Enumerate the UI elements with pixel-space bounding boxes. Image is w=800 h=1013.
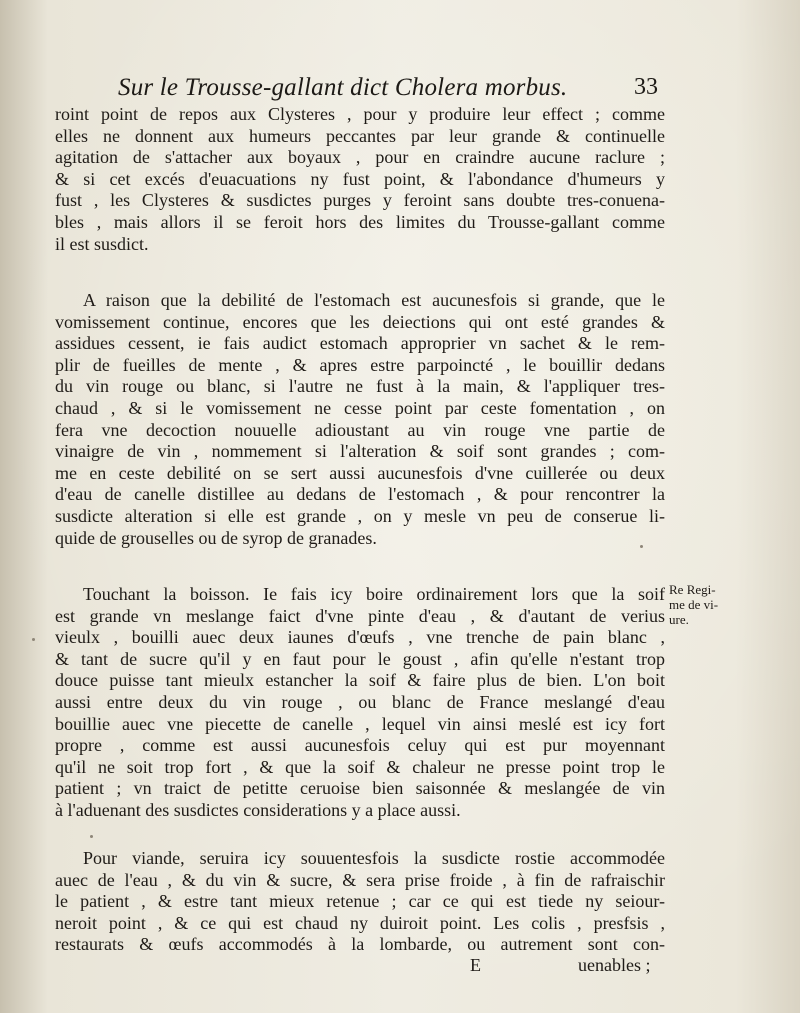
text-line: susdicte alteration si elle est grande , on y mesle vn peu de conserue li-	[55, 505, 665, 526]
marginal-note-line: me de vi-	[669, 597, 719, 612]
text-line: d'eau de canelle distillee au dedans de l'estomach , & pour rencontrer la	[55, 484, 665, 505]
text-line: bouillie auec vne piecette de canelle , lequel vin ainsi meslé est icy fort	[55, 713, 665, 734]
text-line: vieulx , bouilli auec deux iaunes d'œufs , vne trenche de pain blanc ,	[55, 627, 665, 648]
page-number: 33	[634, 74, 658, 100]
text-line: me en ceste debilité on se sert aussi aucunesfois d'vne cuillerée ou deux	[55, 462, 665, 483]
page-header	[118, 74, 658, 108]
text-line: auec de l'eau , & du vin & sucre, & sera prise froide , à fin de rafraischir	[55, 869, 665, 890]
text-line: douce puisse tant mieulx estancher la soif & faire plus de bien. L'on boit	[55, 670, 665, 691]
text-line: aussi entre deux du vin rouge , ou blanc de France meslangé d'eau	[55, 691, 665, 712]
text-line: & si cet excés d'euacuations ny fust point, & l'abondance d'humeurs y	[55, 168, 665, 189]
text-line: A raison que la debilité de l'estomach est aucunesfois si grande, que le	[83, 290, 665, 310]
text-line: du vin rouge ou blanc, si l'autre ne fust à la main, & l'appliquer tres-	[55, 376, 665, 397]
text-line: plir de fueilles de mente , & apres estre parpoincté , le bouillir dedans	[55, 354, 665, 375]
paragraph-4	[55, 848, 665, 956]
text-line: le patient , & estre tant mieux retenue ; car ce qui est tiede ny seiour-	[55, 891, 665, 912]
text-line: restaurats & œufs accommodés à la lombarde, ou autrement sont con-	[55, 934, 665, 955]
text-line: elles ne donnent aux humeurs peccantes par leur grande & continuelle	[55, 125, 665, 146]
text-line: Touchant la boisson. Ie fais icy boire ordinairement lors que la soif	[83, 584, 665, 604]
marginal-note	[669, 582, 761, 627]
paragraph-1	[55, 104, 665, 255]
text-line: propre , comme est aussi aucunesfois celuy qui est pur moyennant	[55, 735, 665, 756]
text-line: fera vne decoction nouuelle adioustant au vin rouge vne partie de	[55, 419, 665, 440]
text-line: vomissement continue, encores que les deiections qui ont esté grandes &	[55, 311, 665, 332]
text-line: chaud , & si le vomissement ne cesse point par ceste fomentation , on	[55, 397, 665, 418]
text-line: neroit point , & ce qui est chaud ny duiroit point. Les colis , presfsis ,	[55, 912, 665, 933]
marginal-note-line: Re Regi-	[669, 582, 716, 597]
catchword: uenables ;	[578, 955, 651, 975]
text-line: fust , les Clysteres & susdictes purges y feroint sans doubte tres-conuena-	[55, 190, 665, 211]
paragraph-2	[55, 290, 665, 549]
text-line: est grande vn meslange faict d'vne pinte d'eau , & d'autant de verius	[55, 605, 665, 626]
text-line: à l'aduenant des susdictes considerations y a place aussi.	[55, 799, 461, 820]
text-line: bles , mais allors il se feroit hors des limites du Trousse-gallant comme	[55, 211, 665, 232]
text-line: Pour viande, seruira icy souuentesfois la susdicte rostie accommodée	[83, 848, 665, 868]
text-line: vinaigre de vin , nommement si l'alteration & soif sont grandes ; com-	[55, 441, 665, 462]
text-line: patient ; vn traict de petitte ceruoise bien saisonnée & meslangée de vin	[55, 778, 665, 799]
text-line: il est susdict.	[55, 233, 149, 254]
paragraph-3	[55, 584, 665, 822]
running-head: Sur le Trousse-gallant dict Cholera morbus.	[118, 74, 568, 101]
paper-speck	[640, 545, 643, 548]
text-line: & tant de sucre qu'il y en faut pour le goust , afin qu'elle n'estant trop	[55, 648, 665, 669]
text-line: agitation de s'attacher aux boyaux , pour en craindre aucune raclure ;	[55, 147, 665, 168]
text-line: quide de grouselles ou de syrop de granades.	[55, 527, 377, 548]
text-line: assidues cessent, ie fais audict estomach approprier vn sachet & le rem-	[55, 333, 665, 354]
paper-speck	[32, 638, 35, 641]
text-line: roint point de repos aux Clysteres , pour y produire leur effect ; comme	[55, 104, 665, 124]
marginal-note-line: ure.	[669, 612, 689, 627]
paper-speck	[90, 835, 93, 838]
signature-mark: E	[470, 955, 481, 975]
text-line: qu'il ne soit trop fort , & que la soif & chaleur ne presse point trop le	[55, 756, 665, 777]
